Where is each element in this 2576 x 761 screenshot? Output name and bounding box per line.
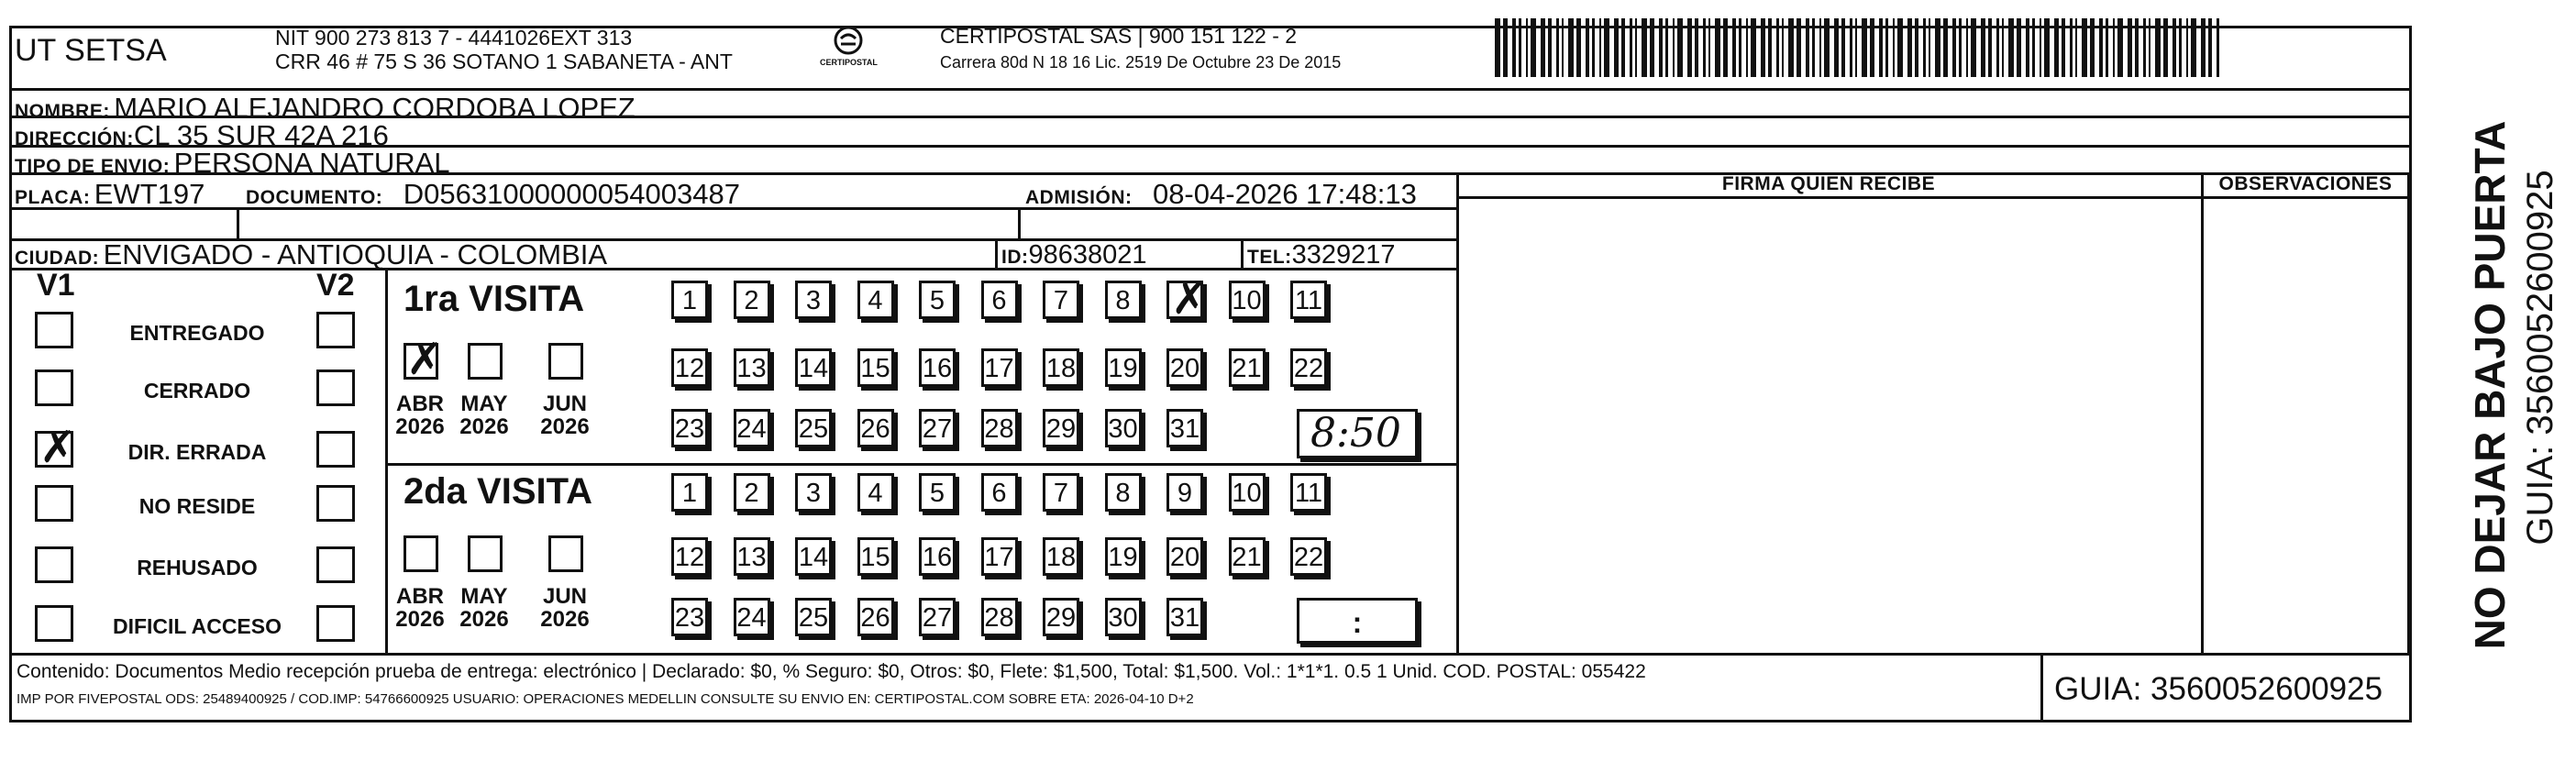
nombre-label: NOMBRE: xyxy=(15,101,110,122)
day-number: 30 xyxy=(1108,603,1138,633)
month-label xyxy=(537,585,592,631)
day-box[interactable] xyxy=(1105,281,1142,319)
day-number: 28 xyxy=(984,414,1014,444)
month-year: 2026 xyxy=(540,414,590,440)
day-box[interactable] xyxy=(981,598,1018,636)
day-number: 12 xyxy=(674,354,705,383)
second-visit-time-placeholder: : xyxy=(1352,606,1363,639)
day-box[interactable] xyxy=(671,348,708,387)
day-number: 30 xyxy=(1108,414,1138,444)
day-number: 20 xyxy=(1169,354,1200,383)
day-box[interactable] xyxy=(1166,473,1203,512)
day-number: 1 xyxy=(681,286,698,315)
rule xyxy=(2407,172,2410,653)
rule xyxy=(9,653,2412,656)
day-number: 19 xyxy=(1108,543,1138,572)
day-box[interactable] xyxy=(1229,537,1266,576)
day-box[interactable] xyxy=(857,473,894,512)
month-year: 2026 xyxy=(395,414,445,440)
check-mark-icon: ✗ xyxy=(1171,275,1209,324)
day-box[interactable] xyxy=(1166,598,1203,636)
day-number: 25 xyxy=(798,603,829,633)
documento-label: DOCUMENTO: xyxy=(246,187,383,208)
day-number: 17 xyxy=(984,354,1014,383)
day-number: 6 xyxy=(991,286,1007,315)
side-guia-number: GUIA: 3560052600925 xyxy=(2520,170,2560,546)
day-box[interactable] xyxy=(1043,409,1079,447)
day-box[interactable] xyxy=(734,537,770,576)
tipo-envio-label: TIPO DE ENVIO: xyxy=(15,156,171,177)
day-box[interactable] xyxy=(919,598,956,636)
day-box[interactable] xyxy=(981,348,1018,387)
month-checkbox[interactable] xyxy=(468,343,503,380)
day-number: 25 xyxy=(798,414,829,444)
day-box[interactable] xyxy=(734,348,770,387)
admision-value: 08-04-2026 17:48:13 xyxy=(1152,178,1417,210)
day-number: 4 xyxy=(868,479,883,508)
first-visit-time-box[interactable] xyxy=(1297,409,1418,458)
day-number: 16 xyxy=(922,354,953,383)
check-mark-icon: ✗ xyxy=(406,336,444,384)
day-number: 29 xyxy=(1045,603,1077,633)
rule xyxy=(995,238,998,268)
day-box[interactable] xyxy=(671,598,708,636)
day-box[interactable] xyxy=(795,537,832,576)
day-number: 4 xyxy=(868,286,883,315)
rule xyxy=(385,463,1458,466)
month-name: ABR xyxy=(396,392,444,416)
day-box[interactable] xyxy=(734,409,770,447)
id-label: ID: xyxy=(1001,247,1029,268)
month-label xyxy=(392,392,448,438)
day-box[interactable] xyxy=(857,598,894,636)
tel-value: 3329217 xyxy=(1291,240,1396,270)
status-label: REHUSADO xyxy=(137,556,258,579)
check-mark-icon: ✗ xyxy=(39,424,77,472)
month-label xyxy=(537,392,592,438)
rule xyxy=(9,88,2412,91)
license-line: Carrera 80d N 18 16 Lic. 2519 De Octubre 23 De 2015 xyxy=(940,53,1342,72)
rule xyxy=(1241,238,1244,268)
month-label xyxy=(457,392,512,438)
day-box[interactable] xyxy=(795,473,832,512)
day-number: 16 xyxy=(922,543,953,572)
day-box[interactable] xyxy=(857,537,894,576)
v1-checkbox[interactable] xyxy=(35,369,73,406)
status-label: NO RESIDE xyxy=(138,494,256,518)
day-box[interactable] xyxy=(1166,537,1203,576)
day-number: 10 xyxy=(1232,286,1262,315)
v2-label: V2 xyxy=(316,268,355,303)
day-number: 28 xyxy=(984,603,1014,633)
month-year: 2026 xyxy=(540,607,590,633)
day-box[interactable] xyxy=(857,348,894,387)
day-number: 2 xyxy=(744,286,759,315)
certipostal-line: CERTIPOSTAL SAS | 900 151 122 - 2 xyxy=(940,24,1298,48)
day-box[interactable] xyxy=(1229,348,1266,387)
day-number: 11 xyxy=(1294,479,1323,508)
id-value: 98638021 xyxy=(1028,240,1147,270)
status-label: CERRADO xyxy=(143,379,251,403)
day-box[interactable] xyxy=(1166,348,1203,387)
footer-contents: Contenido: Documentos Medio recepción prueba de entrega: electrónico | Declarado: $0, % Seguro: $0, Otros: $0, Flete: $1,500, Total: $1,500. Vol.: 1*1*1. 0.5 1 Unid. COD. POSTAL: 055422 xyxy=(17,661,1646,682)
day-number: 13 xyxy=(736,354,767,383)
month-checkbox[interactable] xyxy=(548,343,583,380)
day-box[interactable] xyxy=(1166,409,1203,447)
day-box[interactable] xyxy=(1229,473,1266,512)
day-box[interactable] xyxy=(919,348,956,387)
day-box[interactable] xyxy=(919,473,956,512)
day-box[interactable] xyxy=(1290,348,1327,387)
month-year: 2026 xyxy=(395,607,445,633)
day-box[interactable] xyxy=(1105,473,1142,512)
day-box[interactable] xyxy=(857,281,894,319)
footer-guia-number: GUIA: 3560052600925 xyxy=(2054,671,2383,707)
day-number: 21 xyxy=(1232,354,1262,383)
day-number: 7 xyxy=(1053,286,1069,315)
month-name: JUN xyxy=(542,392,587,416)
day-number: 24 xyxy=(736,414,767,444)
day-number: 27 xyxy=(922,414,953,444)
day-box[interactable] xyxy=(981,473,1018,512)
day-box[interactable] xyxy=(919,409,956,447)
v2-checkbox[interactable] xyxy=(316,605,355,642)
day-number: 5 xyxy=(929,286,945,315)
month-checkbox[interactable] xyxy=(468,535,503,572)
placa-label: PLACA: xyxy=(15,187,91,208)
day-box[interactable] xyxy=(919,537,956,576)
day-number: 6 xyxy=(991,479,1007,508)
day-number: 23 xyxy=(674,414,705,444)
nombre-value: MARIO ALEJANDRO CORDOBA LOPEZ xyxy=(114,92,636,124)
day-box[interactable] xyxy=(1105,598,1142,636)
day-box[interactable] xyxy=(1290,537,1327,576)
day-number: 15 xyxy=(860,354,890,383)
first-visit-title: 1ra VISITA xyxy=(404,279,585,319)
day-number: 31 xyxy=(1169,603,1200,633)
v2-checkbox[interactable] xyxy=(316,485,355,522)
v2-checkbox[interactable] xyxy=(316,369,355,406)
month-checkbox[interactable] xyxy=(404,336,444,384)
v1-checkbox[interactable] xyxy=(35,424,77,472)
v1-label: V1 xyxy=(37,268,75,303)
day-box[interactable] xyxy=(981,281,1018,319)
day-box[interactable] xyxy=(671,409,708,447)
day-box[interactable] xyxy=(1105,409,1142,447)
v1-checkbox[interactable] xyxy=(35,546,73,583)
day-number: 13 xyxy=(736,543,767,572)
day-number: 22 xyxy=(1293,543,1324,572)
admision-label: ADMISIÓN: xyxy=(1025,187,1133,208)
day-number: 22 xyxy=(1293,354,1324,383)
status-label: DIR. ERRADA xyxy=(127,440,267,464)
tipo-envio-value: PERSONA NATURAL xyxy=(173,147,450,179)
firma-header: FIRMA QUIEN RECIBE xyxy=(1721,173,1936,194)
rule xyxy=(385,268,388,653)
day-box[interactable] xyxy=(1043,281,1079,319)
certipostal-logo xyxy=(816,24,880,74)
day-box[interactable] xyxy=(1290,281,1327,319)
day-number: 31 xyxy=(1169,414,1200,444)
day-number: 12 xyxy=(674,543,705,572)
status-label: ENTREGADO xyxy=(129,321,265,345)
rule xyxy=(1456,196,2412,199)
day-box[interactable] xyxy=(1229,281,1266,319)
month-name: ABR xyxy=(396,584,444,609)
logo-text: CERTIPOSTAL xyxy=(820,58,878,67)
day-number: 14 xyxy=(798,543,829,572)
day-number: 21 xyxy=(1232,543,1262,572)
day-number: 5 xyxy=(929,479,945,508)
day-number: 8 xyxy=(1115,479,1131,508)
day-box[interactable] xyxy=(1105,537,1142,576)
rule xyxy=(1456,172,1459,653)
day-box[interactable] xyxy=(857,409,894,447)
day-box[interactable] xyxy=(734,281,770,319)
day-number: 27 xyxy=(922,603,953,633)
footer-imp-line: IMP POR FIVEPOSTAL ODS: 25489400925 / COD.IMP: 54766600925 USUARIO: OPERACIONES MEDELLIN CONSULTE SU ENVIO EN: CERTIPOSTAL.COM SOBRE ETA: 2026-04-10 D+2 xyxy=(17,691,1194,707)
day-box[interactable] xyxy=(795,281,832,319)
month-label xyxy=(457,585,512,631)
day-number: 29 xyxy=(1045,414,1077,444)
day-number: 17 xyxy=(984,543,1014,572)
day-number: 11 xyxy=(1294,286,1323,315)
rule xyxy=(2201,172,2204,653)
day-box[interactable] xyxy=(795,409,832,447)
month-checkbox[interactable] xyxy=(404,535,438,572)
v2-checkbox[interactable] xyxy=(316,312,355,348)
day-number: 3 xyxy=(805,286,822,315)
day-number: 26 xyxy=(860,414,890,444)
day-box[interactable] xyxy=(919,281,956,319)
day-number: 14 xyxy=(798,354,829,383)
day-box[interactable] xyxy=(1043,537,1079,576)
certipostal-logo-icon xyxy=(816,24,880,61)
day-number: 3 xyxy=(805,479,822,508)
placa-value: EWT197 xyxy=(94,178,205,210)
day-box[interactable] xyxy=(1166,275,1209,324)
no-dejar-bajo-puerta: NO DEJAR BAJO PUERTA xyxy=(2466,120,2514,650)
day-box[interactable] xyxy=(671,473,708,512)
second-visit-time-box[interactable] xyxy=(1297,598,1418,644)
day-number: 23 xyxy=(674,603,705,633)
month-year: 2026 xyxy=(459,414,509,440)
month-name: MAY xyxy=(460,584,508,609)
day-number: 2 xyxy=(744,479,759,508)
direccion-label: DIRECCIÓN: xyxy=(15,128,134,149)
day-number: 15 xyxy=(860,543,890,572)
month-year: 2026 xyxy=(459,607,509,633)
first-visit-time: 8:50 xyxy=(1310,410,1401,457)
company-address: CRR 46 # 75 S 36 SOTANO 1 SABANETA - ANT xyxy=(275,50,733,73)
ciudad-label: CIUDAD: xyxy=(15,248,100,269)
day-number: 1 xyxy=(681,479,698,508)
day-box[interactable] xyxy=(981,409,1018,447)
day-box[interactable] xyxy=(1290,473,1327,512)
v1-checkbox[interactable] xyxy=(35,312,73,348)
barcode-icon xyxy=(1495,18,2228,77)
day-number: 9 xyxy=(1177,479,1193,508)
status-label: DIFICIL ACCESO xyxy=(112,614,282,638)
direccion-value: CL 35 SUR 42A 216 xyxy=(133,119,389,151)
day-box[interactable] xyxy=(671,537,708,576)
day-number: 19 xyxy=(1108,354,1138,383)
ciudad-value: ENVIGADO - ANTIOQUIA - COLOMBIA xyxy=(103,238,608,270)
day-box[interactable] xyxy=(671,281,708,319)
v1-checkbox[interactable] xyxy=(35,605,73,642)
day-box[interactable] xyxy=(981,537,1018,576)
day-box[interactable] xyxy=(1043,473,1079,512)
day-box[interactable] xyxy=(795,598,832,636)
company-name: UT SETSA xyxy=(15,33,167,68)
rule xyxy=(1018,207,1021,238)
observaciones-header: OBSERVACIONES xyxy=(2218,173,2393,194)
rule xyxy=(237,207,239,238)
documento-value: D05631000000054003487 xyxy=(403,178,740,210)
rule xyxy=(2040,653,2043,722)
month-name: JUN xyxy=(542,584,587,609)
v1-checkbox[interactable] xyxy=(35,485,73,522)
second-visit-title: 2da VISITA xyxy=(404,471,592,512)
month-label xyxy=(392,585,448,631)
day-box[interactable] xyxy=(1043,598,1079,636)
month-checkbox[interactable] xyxy=(548,535,583,572)
day-number: 10 xyxy=(1232,479,1262,508)
month-name: MAY xyxy=(460,392,508,416)
v2-checkbox[interactable] xyxy=(316,431,355,468)
v2-checkbox[interactable] xyxy=(316,546,355,583)
tel-label: TEL: xyxy=(1247,247,1292,268)
day-number: 24 xyxy=(736,603,767,633)
day-number: 18 xyxy=(1045,354,1077,383)
nit-line: NIT 900 273 813 7 - 4441026EXT 313 xyxy=(275,26,633,50)
day-number: 8 xyxy=(1115,286,1131,315)
day-number: 7 xyxy=(1053,479,1069,508)
day-box[interactable] xyxy=(734,473,770,512)
day-box[interactable] xyxy=(795,348,832,387)
day-box[interactable] xyxy=(734,598,770,636)
day-box[interactable] xyxy=(1043,348,1079,387)
day-number: 26 xyxy=(860,603,890,633)
day-box[interactable] xyxy=(1105,348,1142,387)
day-number: 20 xyxy=(1169,543,1200,572)
day-number: 18 xyxy=(1045,543,1077,572)
